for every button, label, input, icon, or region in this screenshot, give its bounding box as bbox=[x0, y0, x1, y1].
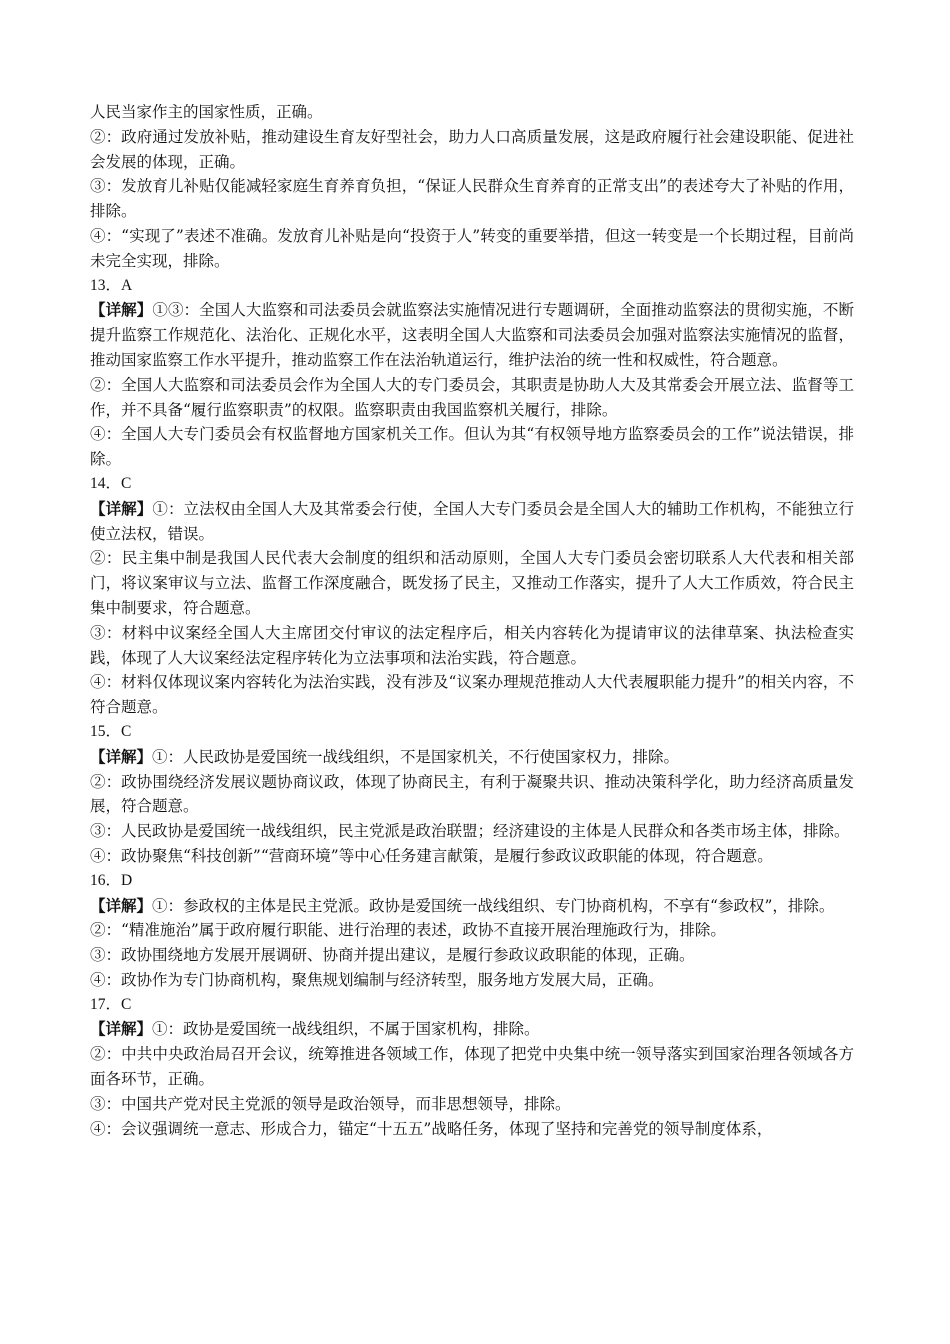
explanation-paragraph: ③：人民政协是爱国统一战线组织，民主党派是政治联盟；经济建设的主体是人民群众和各类市场主体，排除。 bbox=[90, 822, 850, 841]
explanation-paragraph: ④：材料仅体现议案内容转化为法治实践，没有涉及“议案办理规范推动人大代表履职能力提升”的相关内容，不符合题意。 bbox=[90, 673, 854, 717]
detail-paragraph bbox=[90, 497, 854, 547]
question-number: 14．C bbox=[90, 474, 132, 492]
detail-text: ①：人民政协是爱国统一战线组织，不是国家机关，不行使国家权力，排除。 bbox=[152, 747, 680, 766]
explanation-paragraph: ③：发放育儿补贴仅能减轻家庭生育养育负担，“保证人民群众生育养育的正常支出”的表述夸大了补贴的作用，排除。 bbox=[90, 177, 854, 221]
question-number: 13．A bbox=[90, 276, 133, 294]
explanation-paragraph: ②：中共中央政治局召开会议，统筹推进各领域工作，体现了把党中央集中统一领导落实到国家治理各领域各方面各环节，正确。 bbox=[90, 1045, 854, 1089]
detail-paragraph bbox=[90, 894, 854, 919]
detail-text: ①：参政权的主体是民主党派。政协是爱国统一战线组织、专门协商机构，不享有“参政权”，排除。 bbox=[152, 896, 835, 915]
detail-text: ①：政协是爱国统一战线组织，不属于国家机构，排除。 bbox=[152, 1020, 540, 1039]
detail-paragraph bbox=[90, 1017, 854, 1042]
detail-label: 【详解】 bbox=[90, 1019, 153, 1039]
detail-label: 【详解】 bbox=[90, 895, 153, 915]
detail-paragraph bbox=[90, 298, 854, 372]
detail-paragraph bbox=[90, 745, 854, 770]
explanation-paragraph: ②：民主集中制是我国人民代表大会制度的组织和活动原则，全国人大专门委员会密切联系人大代表和相关部门，将议案审议与立法、监督工作深度融合，既发扬了民主，又推动工作落实，提升了人大工作质效，符合民主集中制要求，符合题意。 bbox=[90, 549, 854, 617]
question-number: 16．D bbox=[90, 871, 133, 889]
detail-label: 【详解】 bbox=[90, 746, 153, 766]
question-number: 15．C bbox=[90, 722, 132, 740]
detail-label: 【详解】 bbox=[90, 498, 153, 518]
explanation-paragraph: ②：“精准施治”属于政府履行职能、进行治理的表述，政协不直接开展治理施政行为，排除。 bbox=[90, 921, 726, 940]
explanation-paragraph: ③：中国共产党对民主党派的领导是政治领导，而非思想领导，排除。 bbox=[90, 1094, 571, 1113]
explanation-paragraph: 人民当家作主的国家性质，正确。 bbox=[90, 103, 323, 121]
explanation-paragraph: ④：全国人大专门委员会有权监督地方国家机关工作。但认为其“有权领导地方监察委员会的工作”说法错误，排除。 bbox=[90, 425, 854, 469]
explanation-paragraph: ④：政协聚焦“科技创新”“营商环境”等中心任务建言献策，是履行参政议政职能的体现，符合题意。 bbox=[90, 846, 773, 865]
explanation-paragraph: ③：材料中议案经全国人大主席团交付审议的法定程序后，相关内容转化为提请审议的法律草案、执法检查实践，体现了人大议案经法定程序转化为立法事项和法治实践，符合题意。 bbox=[90, 623, 854, 667]
explanation-paragraph: ②：政协围绕经济发展议题协商议政，体现了协商民主，有利于凝聚共识、推动决策科学化，助力经济高质量发展，符合题意。 bbox=[90, 772, 854, 816]
detail-text: ①③：全国人大监察和司法委员会就监察法实施情况进行专题调研，全面推动监察法的贯彻实施，不断提升监察工作规范化、法治化、正规化水平，这表明全国人大监察和司法委员会加强对监察法实施情况的监督，推动国家监察工作水平提升，推动监察工作在法治轨道运行，维护法治的统一性和权威性，符合题意。 bbox=[90, 301, 854, 369]
explanation-paragraph: ④：政协作为专门协商机构，聚焦规划编制与经济转型，服务地方发展大局，正确。 bbox=[90, 970, 664, 989]
explanation-paragraph: ②：全国人大监察和司法委员会作为全国人大的专门委员会，其职责是协助人大及其常委会开展立法、监督等工作，并不具备“履行监察职责”的权限。监察职责由我国监察机关履行，排除。 bbox=[90, 375, 854, 419]
explanation-paragraph: ②：政府通过发放补贴，推动建设生育友好型社会，助力人口高质量发展，这是政府履行社会建设职能、促进社会发展的体现，正确。 bbox=[90, 127, 854, 171]
question-number: 17．C bbox=[90, 995, 132, 1013]
explanation-paragraph: ④：“实现了”表述不准确。发放育儿补贴是向“投资于人”转变的重要举措，但这一转变是一个长期过程，目前尚未完全实现，排除。 bbox=[90, 226, 854, 270]
explanation-paragraph: ③：政协围绕地方发展开展调研、协商并提出建议，是履行参政议政职能的体现，正确。 bbox=[90, 946, 695, 965]
answer-explanations bbox=[90, 100, 854, 1141]
detail-label: 【详解】 bbox=[90, 300, 153, 320]
explanation-paragraph: ④：会议强调统一意志、形成合力，锚定“十五五”战略任务，体现了坚持和完善党的领导制度体系， bbox=[90, 1119, 773, 1138]
detail-text: ①：立法权由全国人大及其常委会行使，全国人大专门委员会是全国人大的辅助工作机构，不能独立行使立法权，错误。 bbox=[90, 499, 854, 543]
